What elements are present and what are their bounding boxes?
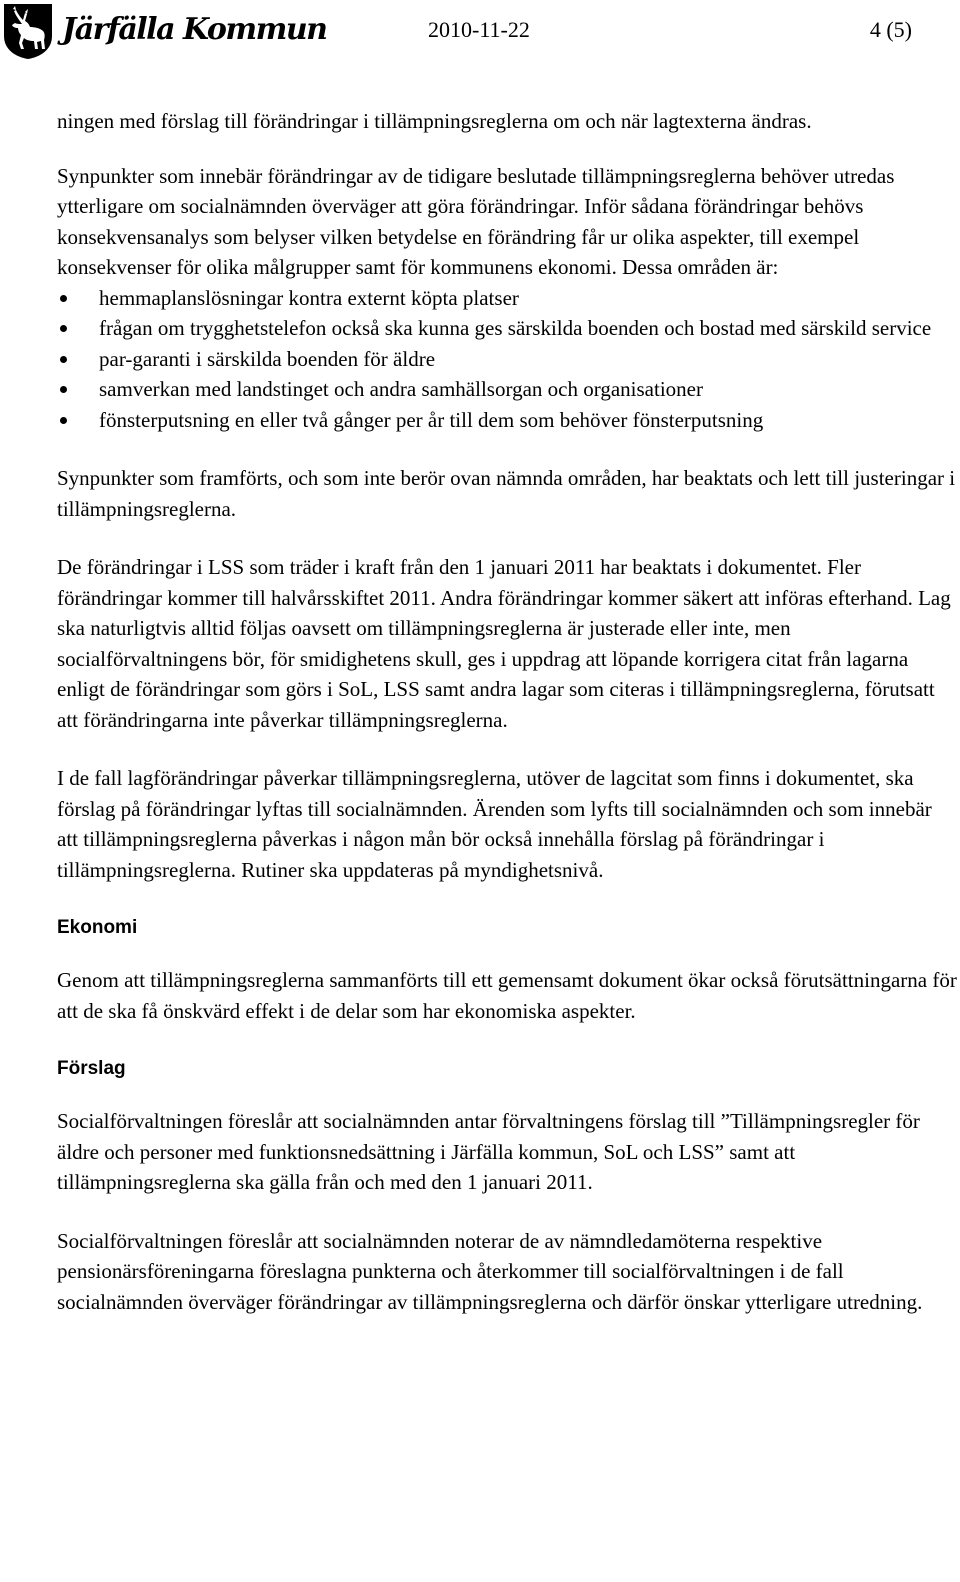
list-item xyxy=(57,374,957,405)
bullet-icon xyxy=(60,417,67,424)
paragraph: Synpunkter som innebär förändringar av de tidigare beslutade tillämpningsreglerna behöver utredas ytterligare om socialnämnden överväger att göra förändringar. Inför sådana förändringar behövs konsekvensanalys som belyser vilken betydelse en förändring får ur olika aspekter, till exempel konsekvenser för olika målgrupper samt för kommunens ekonomi. Dessa områden är: xyxy=(57,163,895,279)
list-item-text: hemmaplanslösningar kontra externt köpta platser xyxy=(99,285,519,310)
paragraph: Socialförvaltningen föreslår att socialnämnden antar förvaltningens förslag till ”Tillämpningsregler för äldre och personer med funktionsnedsättning i Järfälla kommun, SoL och LSS” samt att tillämpningsreglerna ska gälla från och med den 1 januari 2011. xyxy=(57,1109,920,1194)
reindeer-crest-icon xyxy=(2,2,54,60)
list-item-text: fönsterputsning en eller två gånger per år till dem som behöver fönsterputsning xyxy=(99,407,764,432)
list-item-text: samverkan med landstinget och andra samhällsorgan och organisationer xyxy=(99,377,703,401)
list-item-text: par-garanti i särskilda boenden för äldre xyxy=(99,346,436,371)
bullet-icon xyxy=(60,295,67,302)
section-heading-forslag: Förslag xyxy=(57,1058,126,1079)
list-item xyxy=(57,313,957,344)
list-item xyxy=(57,283,957,314)
list-item-text: frågan om trygghetstelefon också ska kunna ges särskilda boenden och bostad med särskild service xyxy=(99,316,932,340)
paragraph: Socialförvaltningen föreslår att socialnämnden noterar de av nämndledamöterna respektive pensionärsföreningarna föreslagna punkterna och återkommer till socialförvaltningen i de fall socialnämnden överväger förändringar av tillämpningsreglerna och därför önskar ytterligare utredning. xyxy=(57,1228,923,1314)
paragraph: Synpunkter som framförts, och som inte berör ovan nämnda områden, har beaktats och lett till justeringar i tillämpningsreglerna. xyxy=(57,466,956,521)
paragraph: Genom att tillämpningsreglerna sammanförts till ett gemensamt dokument ökar också förutsättningarna för att de ska få önskvärd effekt i de delar som har ekonomiska aspekter. xyxy=(57,968,957,1023)
paragraph: De förändringar i LSS som träder i kraft från den 1 januari 2011 har beaktats i dokumentet. Fler förändringar kommer till halvårsskiftet 2011. Andra förändringar kommer säkert att införas efterhand. Lag ska naturligtvis alltid följas oavsett om tillämpningsreglerna är justerade eller inte, men socialförvaltningens bör, för smidighetens skull, ges i uppdrag att löpande korrigera citat från lagarna enligt de förändringar som görs i SoL, LSS samt andra lagar som citeras i tillämpningsreglerna, förutsatt att förändringarna inte påverkar tillämpningsreglerna. xyxy=(57,555,951,732)
municipality-logo: Järfälla Kommun xyxy=(62,12,327,47)
document-body xyxy=(57,106,957,1317)
list-item xyxy=(57,405,957,436)
page-header xyxy=(0,0,960,64)
paragraph: I de fall lagförändringar påverkar tillämpningsreglerna, utöver de lagcitat som finns i dokumentet, ska förslag på förändringar lyftas till socialnämnden. Ärenden som lyfts till socialnämnden och som innebär att tillämpningsreglerna påverkas i någon mån bör också innehålla förslag på förändringar i tillämpningsreglerna. Rutiner ska uppdateras på myndighetsnivå. xyxy=(57,766,932,882)
document-date: 2010-11-22 xyxy=(428,17,530,42)
page-number: 4 (5) xyxy=(869,17,912,42)
bullet-icon xyxy=(60,386,67,393)
paragraph: ningen med förslag till förändringar i tillämpningsreglerna om och när lagtexterna ändras. xyxy=(57,109,812,133)
list-item xyxy=(57,344,957,375)
bullet-icon xyxy=(60,325,67,332)
section-heading-ekonomi: Ekonomi xyxy=(57,917,138,938)
bullet-list xyxy=(57,283,957,436)
bullet-icon xyxy=(60,356,67,363)
